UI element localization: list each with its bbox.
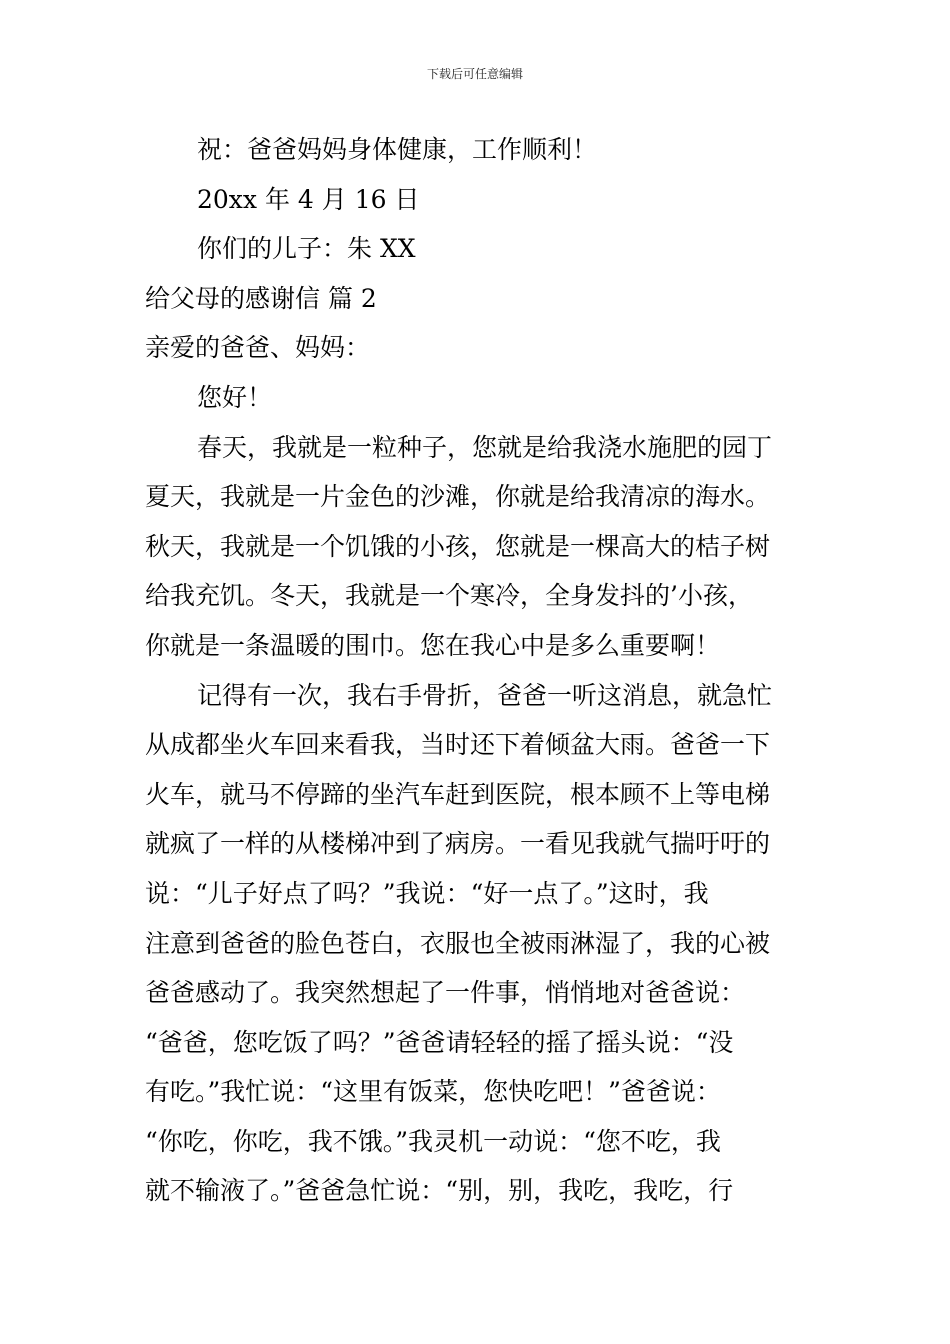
document-body <box>145 125 807 1216</box>
text-line: 有吃。”我忙说：“这里有饭菜，您快吃吧！”爸爸说： <box>145 1077 721 1107</box>
text-line: 给我充饥。冬天，我就是一个寒冷，全身发抖的’小孩， <box>145 581 753 611</box>
text-line: 记得有一次，我右手骨折，爸爸一听这消息，就急忙 <box>197 680 773 710</box>
text-line: 春天，我就是一粒种子，您就是给我浇水施肥的园丁 <box>197 432 773 462</box>
text-line: 夏天，我就是一片金色的沙滩，你就是给我清凉的海水。 <box>145 482 771 512</box>
text-line: 祝：爸爸妈妈身体健康，工作顺利！ <box>197 135 598 164</box>
text-line: 给父母的感谢信 篇 2 <box>145 283 377 313</box>
text-line: 就不输液了。”爸爸急忙说：“别，别，我吃，我吃，行 <box>145 1176 734 1206</box>
page-header: 下载后可任意编辑 <box>426 67 523 81</box>
text-line: 你们的儿子：朱 XX <box>197 234 416 264</box>
text-line: 亲爱的爸爸、妈妈： <box>145 333 371 363</box>
text-line: 爸爸感动了。我突然想起了一件事，悄悄地对爸爸说： <box>145 978 746 1008</box>
text-line: “爸爸，您吃饭了吗？”爸爸请轻轻的摇了摇头说：“没 <box>145 1027 734 1057</box>
text-line: 就疯了一样的从楼梯冲到了病房。一看见我就气揣吁吁的 <box>145 829 771 859</box>
text-line: 20xx 年 4 月 16 日 <box>197 184 420 214</box>
text-line: 注意到爸爸的脸色苍白，衣服也全被雨淋湿了，我的心被 <box>145 928 771 958</box>
text-line: “你吃，你吃，我不饿。”我灵机一动说：“您不吃，我 <box>145 1126 721 1156</box>
text-line: 您好！ <box>197 382 273 412</box>
text-line: 秋天，我就是一个饥饿的小孩，您就是一棵高大的桔子树 <box>145 531 771 561</box>
text-line: 从成都坐火车回来看我，当时还下着倾盆大雨。爸爸一下 <box>145 730 771 760</box>
text-line: 说：“儿子好点了吗？”我说：“好一点了。”这时，我 <box>145 878 709 908</box>
text-line: 你就是一条温暖的围巾。您在我心中是多么重要啊！ <box>145 630 721 660</box>
text-line: 火车，就马不停蹄的坐汽车赶到医院，根本顾不上等电梯 <box>145 779 771 809</box>
